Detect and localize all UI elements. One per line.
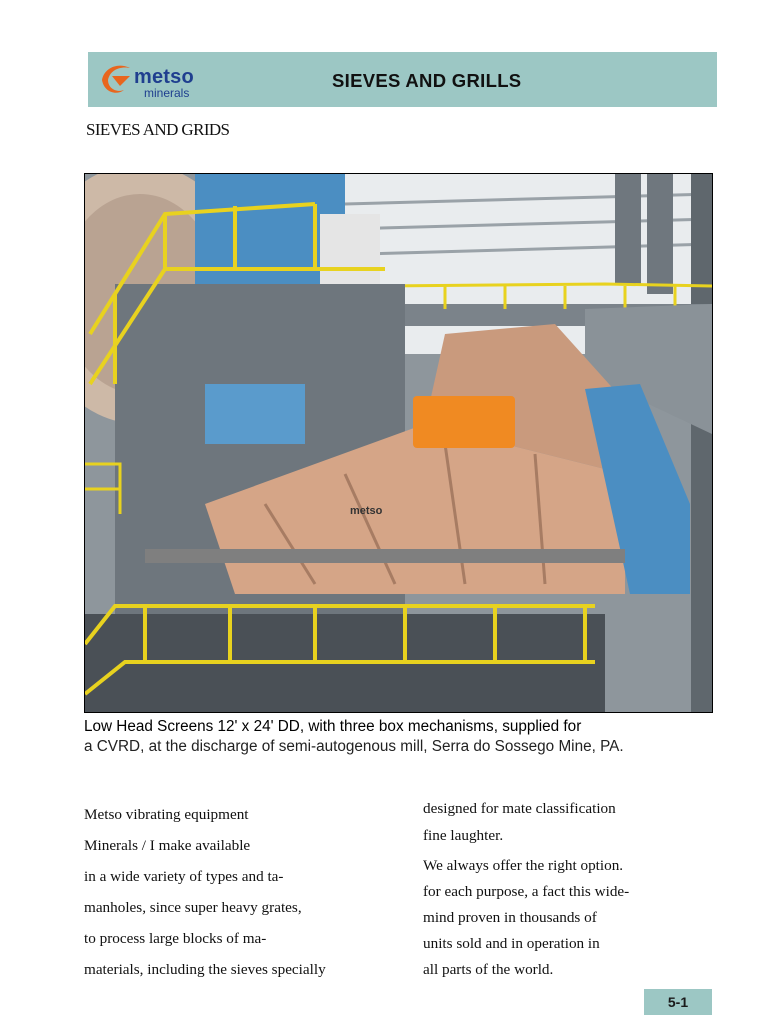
body-left-line: manholes, since super heavy grates, xyxy=(84,899,302,916)
page-title: SIEVES AND GRILLS xyxy=(332,70,522,91)
photo-caption xyxy=(84,717,724,757)
caption-line-2: a CVRD, at the discharge of semi-autogenous mill, Serra do Sossego Mine, PA. xyxy=(84,738,624,755)
body-left-line: Metso vibrating equipment xyxy=(84,806,249,823)
logo-sub-text: minerals xyxy=(144,86,190,100)
equipment-photo xyxy=(84,173,713,713)
caption-line-1: Low Head Screens 12' x 24' DD, with three box mechanisms, supplied for xyxy=(84,718,582,735)
body-right-line: all parts of the world. xyxy=(423,961,554,978)
body-right-line: for each purpose, a fact this wide- xyxy=(423,883,630,900)
body-left-line: to process large blocks of ma- xyxy=(84,930,267,947)
metso-logo xyxy=(98,60,208,100)
page-number: 5-1 xyxy=(644,989,712,1015)
body-left-line: in a wide variety of types and ta- xyxy=(84,868,284,885)
section-heading: SIEVES AND GRIDS xyxy=(86,120,230,139)
equipment-photo-illustration xyxy=(85,174,712,712)
body-right-line: designed for mate classification xyxy=(423,800,616,817)
logo-brand-text: metso xyxy=(134,66,194,88)
screen-logo-label: metso xyxy=(350,505,383,517)
metso-swoosh-icon xyxy=(98,60,138,100)
body-left-line: Minerals / I make available xyxy=(84,837,251,854)
body-right-line: fine laughter. xyxy=(423,827,504,844)
body-right-line: We always offer the right option. xyxy=(423,857,624,874)
body-right-line: mind proven in thousands of xyxy=(423,909,597,926)
header-band xyxy=(88,52,717,107)
body-left-line: materials, including the sieves specially xyxy=(84,961,326,978)
body-right-line: units sold and in operation in xyxy=(423,935,600,952)
